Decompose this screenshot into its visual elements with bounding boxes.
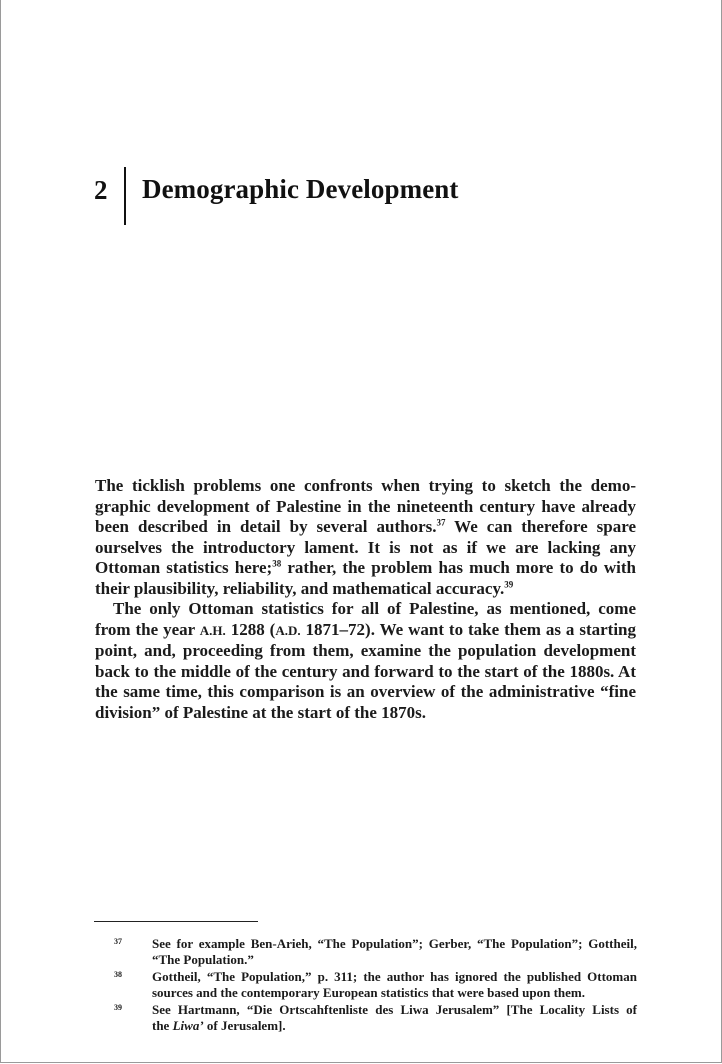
text-line: sources and the contemporary European statistics that were based upon them.: [152, 985, 585, 1000]
text-span: Ottoman statistics here;: [95, 558, 273, 577]
footnote-separator: [94, 921, 258, 922]
text-line: [95, 579, 636, 600]
text-line: See Hartmann, “Die Ortscahftenliste des Liwa Jerusalem” [The Locality Lists of: [152, 1002, 637, 1017]
paragraph-1: [95, 476, 636, 599]
footnote-ref-37[interactable]: 37: [436, 517, 446, 528]
text-span: We can therefore spare: [445, 517, 636, 536]
footnote-number: 38: [114, 970, 122, 979]
text-line: See for example Ben-Arieh, “The Population”; Gerber, “The Population”; Gottheil,: [152, 936, 637, 951]
era-abbreviation: A.D.: [275, 622, 301, 638]
footnote-ref-38[interactable]: 38: [272, 558, 282, 569]
footnote-text: [152, 1002, 637, 1034]
text-span: 1871–72). We want to take them as a starting: [300, 619, 636, 639]
text-line: The ticklish problems one confronts when trying to sketch the demo-: [95, 476, 636, 495]
footnote-37: [110, 936, 637, 968]
text-span: from the year: [95, 619, 200, 639]
text-span: their plausibility, reliability, and mathematical accuracy.: [95, 578, 505, 598]
text-line: The only Ottoman statistics for all of Palestine, as mentioned, come: [113, 599, 636, 618]
text-span: of Jerusalem].: [203, 1018, 286, 1033]
text-line: point, and, proceeding from them, examine the population development: [95, 641, 636, 660]
chapter-heading: [94, 160, 459, 220]
italic-term: Liwa’: [172, 1018, 204, 1033]
footnote-text: [152, 936, 637, 968]
footnote-text: [152, 969, 637, 1001]
text-span: 1288 (: [225, 619, 276, 639]
paragraph-2: [95, 599, 636, 723]
footnotes: [110, 936, 637, 1035]
text-line: “The Population.”: [152, 952, 254, 967]
text-span: been described in detail by several authors.: [95, 517, 437, 536]
text-line: [95, 558, 636, 579]
text-line: [95, 620, 636, 642]
footnote-number: 39: [114, 1003, 122, 1012]
text-line: [95, 517, 636, 538]
text-line: the same time, this comparison is an overview of the administrative “fine: [95, 682, 636, 701]
chapter-title: Demographic Development: [142, 173, 459, 204]
footnote-number: 37: [114, 937, 122, 946]
footnote-ref-39[interactable]: 39: [504, 578, 514, 589]
body-text: [95, 476, 636, 723]
footnote-38: [110, 969, 637, 1001]
text-line: back to the middle of the century and forward to the start of the 1880s. At: [95, 661, 636, 681]
text-line: division” of Palestine at the start of the 1870s.: [95, 702, 427, 722]
chapter-divider: [124, 167, 126, 225]
text-span: rather, the problem has much more to do with: [281, 558, 637, 577]
text-line: graphic development of Palestine in the nineteenth century have already: [95, 496, 636, 516]
text-line: [152, 1018, 637, 1034]
text-span: the: [152, 1018, 173, 1033]
text-line: Gottheil, “The Population,” p. 311; the author has ignored the published Ottoman: [152, 969, 637, 984]
text-line: ourselves the introductory lament. It is not as if we are lacking any: [95, 537, 636, 557]
footnote-39: [110, 1002, 637, 1034]
era-abbreviation: A.H.: [199, 622, 226, 638]
chapter-number: 2: [94, 174, 108, 205]
